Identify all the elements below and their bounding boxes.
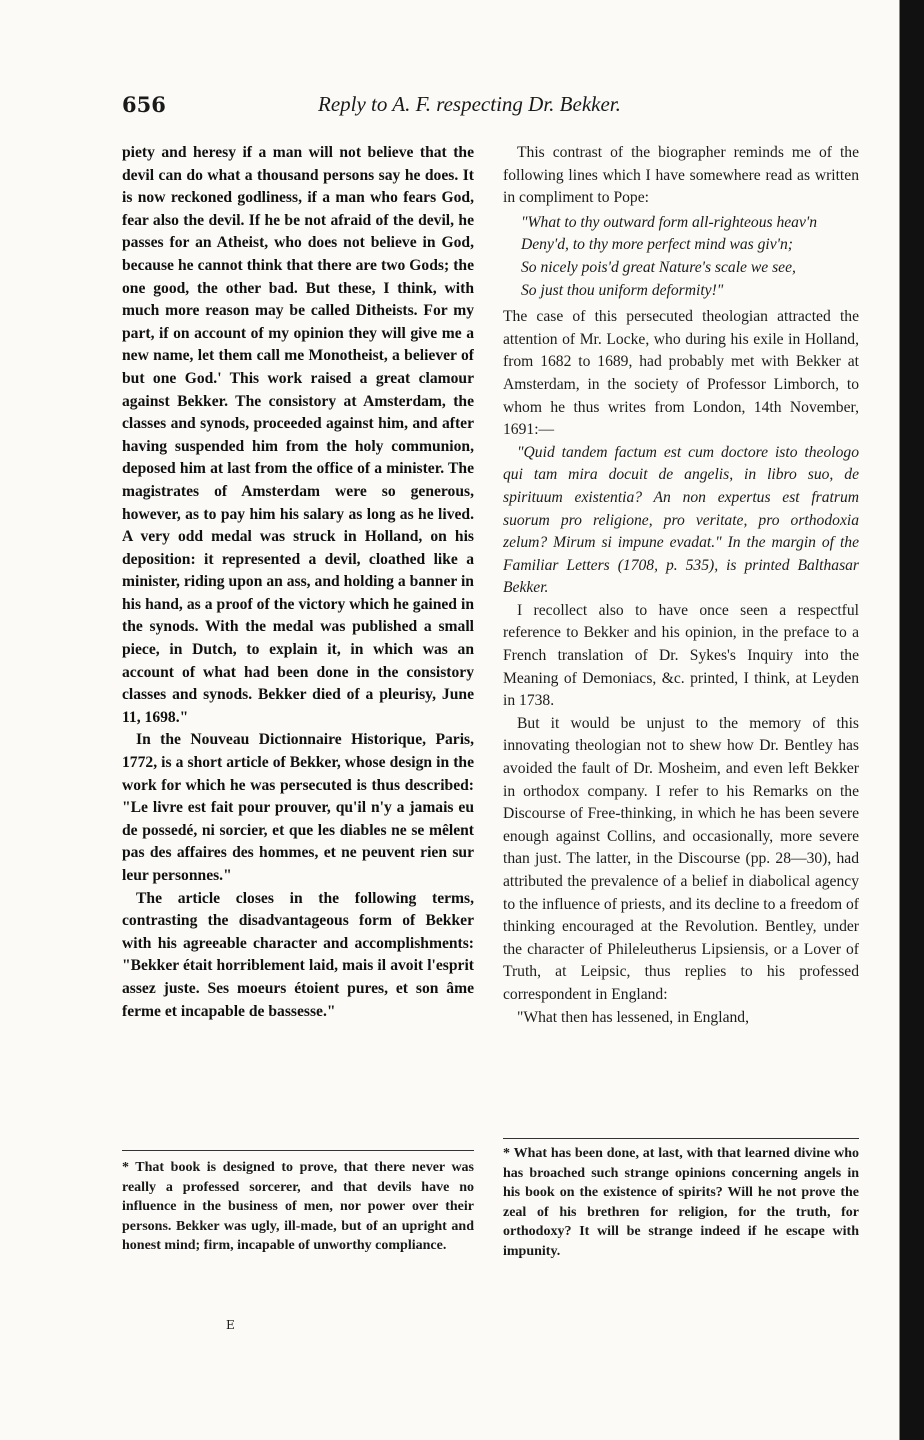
page-header bbox=[122, 92, 857, 126]
left-column-body bbox=[122, 142, 474, 1102]
right-paragraph: The case of this persecuted theologian attracted the attention of Mr. Locke, who during his exile in Holland, from 1682 to 1689, had probably met with Bekker at Amsterdam, in the society of Professor Limborch, to whom he thus writes from London, 14th November, 1691:— bbox=[503, 308, 859, 439]
right-column-body bbox=[503, 142, 859, 1132]
footnote-left: * That book is designed to prove, that there never was really a professed sorcerer, and that devils have no influence in the business of men, nor power over their persons. Bekker was ugly, ill-made, but of an upright and honest mind; firm, incapable of unworthy compliance. bbox=[122, 1160, 474, 1253]
footnote-divider-left bbox=[122, 1150, 474, 1151]
verse-line: Deny'd, to thy more perfect mind was giv'n; bbox=[521, 236, 793, 254]
quoted-verse bbox=[521, 212, 859, 302]
left-paragraph: piety and heresy if a man will not believe that the devil can do what a thousand persons say he does. It is now reckoned godliness, if a man who fears God, fear also the devil. If he be not afraid of the devil, he passes for an Atheist, who does not believe in God, because he cannot think that there are two Gods; the one good, the other bad. But these, I think, with much more reason may be called Ditheists. For my part, if on account of my opinion they will give me a new name, let them call me Monotheist, a believer of but one God.' This work raised a great clamour against Bekker. The consistory at Amsterdam, the classes and synods, proceeded against him, and after having suspended him from the holy communion, deposed him at last from the office of a minister. The magistrates of Amsterdam were so generous, however, as to pay him his salary as long as he lived. A very odd medal was struck in Holland, on his deposition: it represented a devil, cloathed like a minister, riding upon an ass, and holding a banner in his hand, as a proof of the victory which he gained in the synods. With the medal was published a small piece, in Dutch, to explain it, in which was an account of what had been done in the consistory classes and synods. Bekker died of a pleurisy, June 11, 1698." bbox=[122, 144, 474, 726]
right-paragraph: "What then has lessened, in England, bbox=[517, 1008, 749, 1026]
right-column bbox=[503, 142, 859, 1132]
signature-mark: E bbox=[226, 1318, 235, 1332]
running-title: Reply to A. F. respecting Dr. Bekker. bbox=[318, 92, 621, 116]
right-intro: This contrast of the biographer reminds me of the following lines which I have somewhere read as written in compliment to Pope: bbox=[503, 144, 859, 207]
footnote-right: * What has been done, at last, with that learned divine who has broached such strange opinions concerning angels in his book on the existence of spirits? Will he not prove the zeal of his brethren for religion, for the truth, for orthodoxy? It will be strange indeed if he escape with impunity. bbox=[503, 1146, 859, 1259]
left-paragraph: The article closes in the following terms, contrasting the disadvantageous form of Bekker with his agreeable character and accomplishments: "Bekker était horriblement laid, mais il avoit l'esprit assez juste. Ses moeurs étoient pures, et son âme ferme et incapable de bassesse." bbox=[122, 889, 474, 1020]
page-edge-shadow bbox=[870, 0, 924, 1440]
verse-line: "What to thy outward form all-righteous heav'n bbox=[521, 213, 818, 231]
right-paragraph: I recollect also to have once seen a respectful reference to Bekker and his opinion, in the preface to a French translation of Dr. Sykes's Inquiry into the Meaning of Demoniacs, &c. printed, I think, at Leyden in 1738. bbox=[503, 601, 859, 710]
verse-line: So just thou uniform deformity!" bbox=[521, 281, 724, 299]
right-paragraph: But it would be unjust to the memory of this innovating theologian not to shew how Dr. Bentley has avoided the fault of Dr. Mosheim, and even left Bekker in orthodox company. I refer to his Remarks on the Discourse of Free-thinking, in which he has been severe enough against Collins, and occasionally, more severe than just. The latter, in the Discourse (pp. 28—30), had attributed the prevalence of a belief in diabolical agency to the influence of priests, and its decline to a freedom of thinking encouraged at the Revolution. Bentley, under the character of Phileleutherus Lipsiensis, or a Lover of Truth, at Leipsic, thus replies to his professed correspondent in England: bbox=[503, 714, 859, 1003]
footnote-divider-right bbox=[503, 1138, 859, 1139]
left-column bbox=[122, 142, 474, 1102]
verse-line: So nicely pois'd great Nature's scale we see, bbox=[521, 258, 796, 276]
left-paragraph: In the Nouveau Dictionnaire Historique, Paris, 1772, is a short article of Bekker, whose design in the work for which he was persecuted is thus described: "Le livre est fait pour prouver, qu'il n'y a jamais eu de possedé, ni sorcier, et que les diables ne se mêlent pas des affaires des hommes, et ne peuvent rien sur leur personnes." bbox=[122, 731, 474, 884]
latin-quotation: "Quid tandem factum est cum doctore isto theologo qui tam mira docuit de angelis, in libro suo, de spirituum existentia? An non expertus est fratrum suorum pro religione, pro veritate, pro orthodoxia zelum? Mirum si impune evadat." In the margin of the Familiar Letters (1708, p. 535), is printed Balthasar Bekker. bbox=[503, 443, 859, 597]
page-number: 656 bbox=[122, 92, 166, 117]
